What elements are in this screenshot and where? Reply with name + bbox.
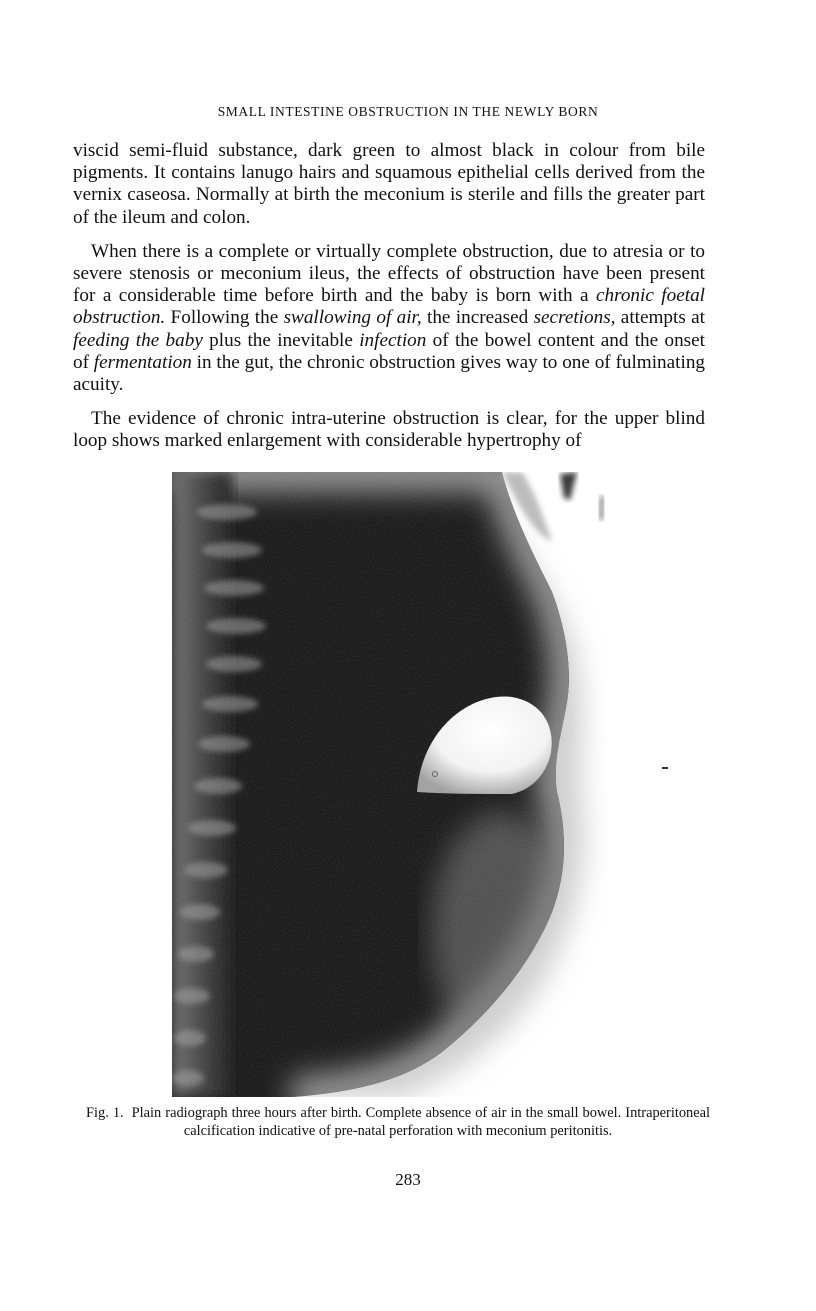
text-run: of the bowel content and the onset of: [73, 329, 705, 373]
italic-phrase: chronic foetal obstruction.: [73, 285, 705, 329]
italic-phrase: fermentation: [93, 351, 192, 373]
page-number: 283: [395, 1170, 421, 1189]
paragraph-3: [73, 408, 705, 452]
italic-phrase: swallowing of air,: [283, 307, 422, 329]
italic-phrase: infection: [359, 329, 427, 351]
italic-phrase: feeding the baby: [73, 329, 203, 351]
figure-caption: [86, 1104, 710, 1140]
text-run: Following the: [165, 307, 284, 329]
text-run: in the gut, the chronic obstruction gives way to one of fulminating acuity.: [73, 351, 706, 396]
stray-mark: [662, 767, 668, 769]
body-text: [73, 140, 705, 465]
running-head: SMALL INTESTINE OBSTRUCTION IN THE NEWLY BORN: [217, 104, 599, 119]
caption-label: Fig. 1.: [86, 1105, 124, 1121]
text-run: The evidence of chronic intra-uterine obstruction is clear, for the upper blind loop shows marked enlargement with considerable hypertrophy of: [73, 408, 705, 452]
radiograph-image: [172, 472, 610, 1097]
text-run: plus the inevitable: [202, 329, 360, 351]
text-run: When there is a complete or virtually complete obstruction, due to atresia or to severe stenosis or meconium ileus, the effects of obstruction have been present for a considerable time before birth and the baby is born with a: [73, 240, 705, 307]
text-run: attempts at: [615, 307, 706, 329]
radiograph-figure: [172, 472, 610, 1097]
paragraph-2: [73, 241, 705, 396]
text-run: viscid semi-fluid substance, dark green to almost black in colour from bile pigments. It contains lanugo hairs and squamous epithelial cells derived from the vernix caseosa. Normally at birth the meconium is sterile and fills the greater part of the ileum and colon.: [73, 140, 705, 228]
text-run: the increased: [421, 307, 534, 329]
paragraph-1: [73, 140, 705, 229]
italic-phrase: secretions,: [533, 307, 616, 329]
caption-text: Plain radiograph three hours after birth. Complete absence of air in the small bowel. Intraperitoneal calcification indicative of pre-natal perforation with meconium peritonitis.: [131, 1105, 711, 1139]
